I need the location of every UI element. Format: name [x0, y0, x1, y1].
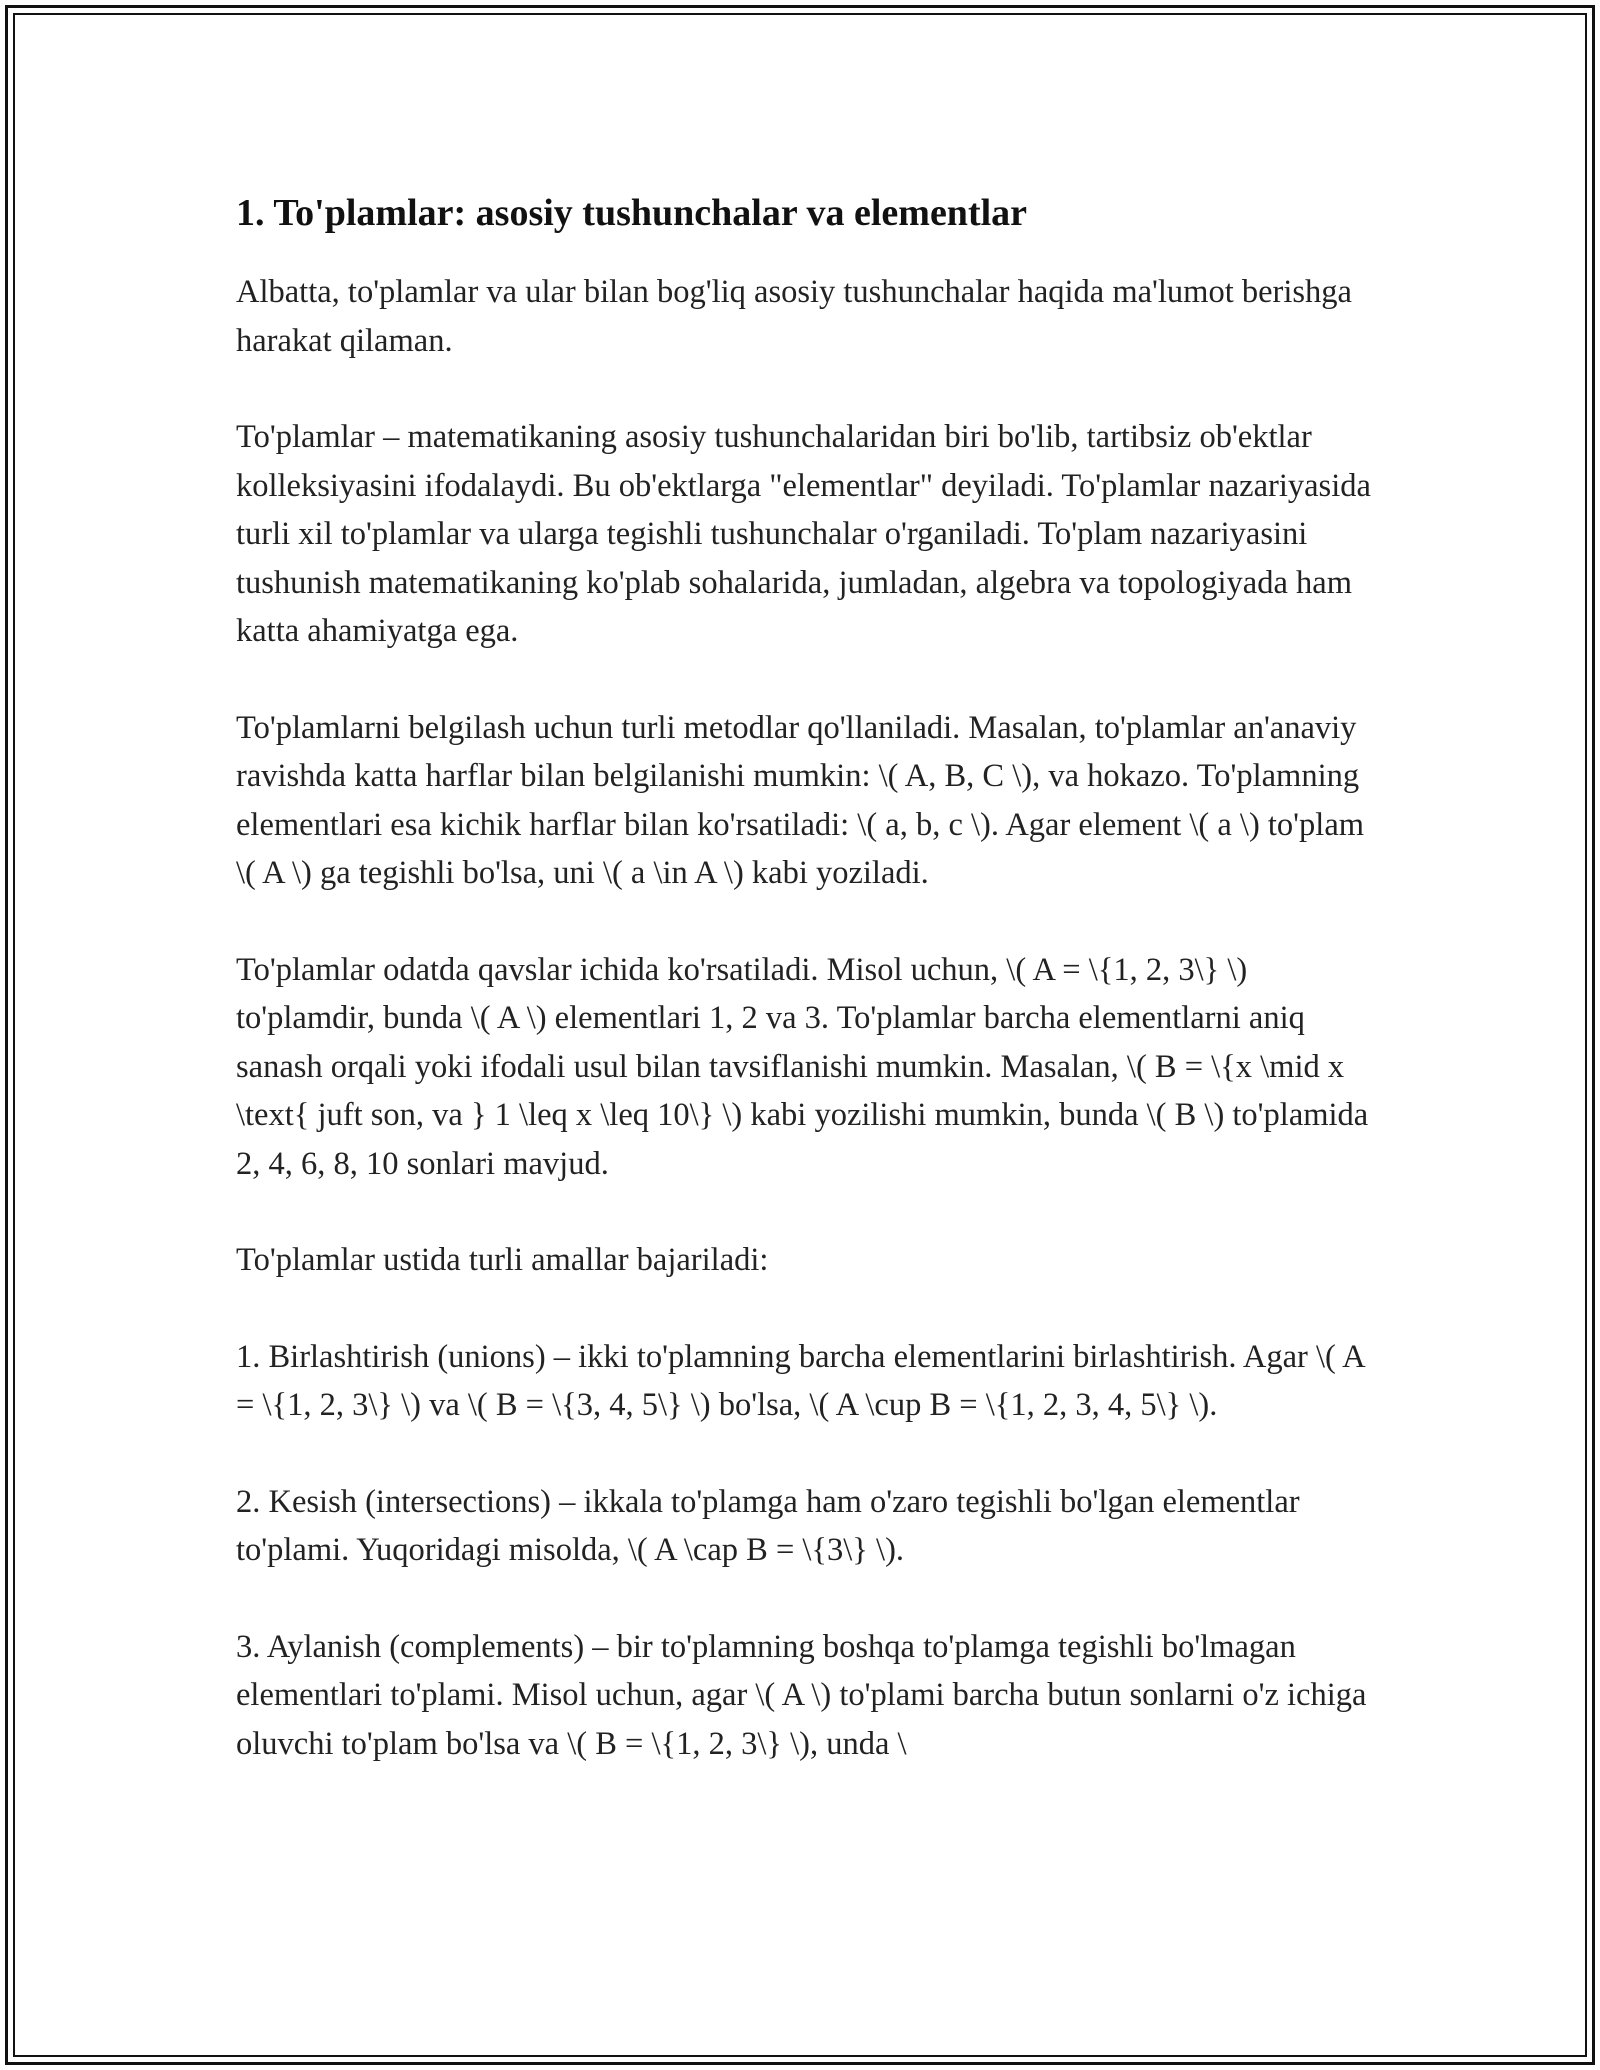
list-item-union: 1. Birlashtirish (unions) – ikki to'plamning barcha elementlarini birlashtirish. Agar \( A = \{1, 2, 3\} \) va \( B = \{3, 4, 5\} \) bo'lsa, \( A \cup B = \{1, 2, 3, 4, 5\} \).	[236, 1338, 1364, 1423]
paragraph-operations-intro: To'plamlar ustida turli amallar bajariladi:	[236, 1242, 769, 1278]
list-item-intersection: 2. Kesish (intersections) – ikkala to'plamga ham o'zaro tegishli bo'lgan elementlar to'plami. Yuqoridagi misolda, \( A \cap B = \{3\} \).	[236, 1483, 1300, 1568]
section-heading: 1. To'plamlar: asosiy tushunchalar va elementlar	[236, 192, 1028, 234]
paragraph-notation: To'plamlarni belgilash uchun turli metodlar qo'llaniladi. Masalan, to'plamlar an'anaviy ravishda katta harflar bilan belgilanishi mumkin: \( A, B, C \), va hokazo. To'plamning elementlari esa kichik harflar bilan ko'rsatiladi: \( a, b, c \). Agar element \( a \) to'plam \( A \) ga tegishli bo'lsa, uni \( a \in A \) kabi yoziladi.	[236, 709, 1365, 891]
document-body	[236, 184, 1376, 1768]
paragraph-set-examples: To'plamlar odatda qavslar ichida ko'rsatiladi. Misol uchun, \( A = \{1, 2, 3\} \) to'plamdir, bunda \( A \) elementlari 1, 2 va 3. To'plamlar barcha elementlarni aniq sanash orqali yoki ifodali usul bilan tavsiflanishi mumkin. Masalan, \( B = \{x \mid x \text{ juft son, va } 1 \leq x \leq 10\} \) kabi yozilishi mumkin, bunda \( B \) to'plamida 2, 4, 6, 8, 10 sonlari mavjud.	[236, 951, 1369, 1182]
paragraph-definition: To'plamlar – matematikaning asosiy tushunchalaridan biri bo'lib, tartibsiz ob'ektlar kolleksiyasini ifodalaydi. Bu ob'ektlarga "elementlar" deyiladi. To'plamlar nazariyasida turli xil to'plamlar va ularga tegishli tushunchalar o'rganiladi. To'plam nazariyasini tushunish matematikaning ko'plab sohalarida, jumladan, algebra va topologiyada ham katta ahamiyatga ega.	[236, 419, 1371, 649]
paragraph-intro: Albatta, to'plamlar va ular bilan bog'liq asosiy tushunchalar haqida ma'lumot berishga harakat qilaman.	[236, 274, 1352, 359]
list-item-complement: 3. Aylanish (complements) – bir to'plamning boshqa to'plamga tegishli bo'lmagan elementlari to'plami. Misol uchun, agar \( A \) to'plami barcha butun sonlarni o'z ichiga oluvchi to'plam bo'lsa va \( B = \{1, 2, 3\} \), unda \	[236, 1628, 1367, 1762]
